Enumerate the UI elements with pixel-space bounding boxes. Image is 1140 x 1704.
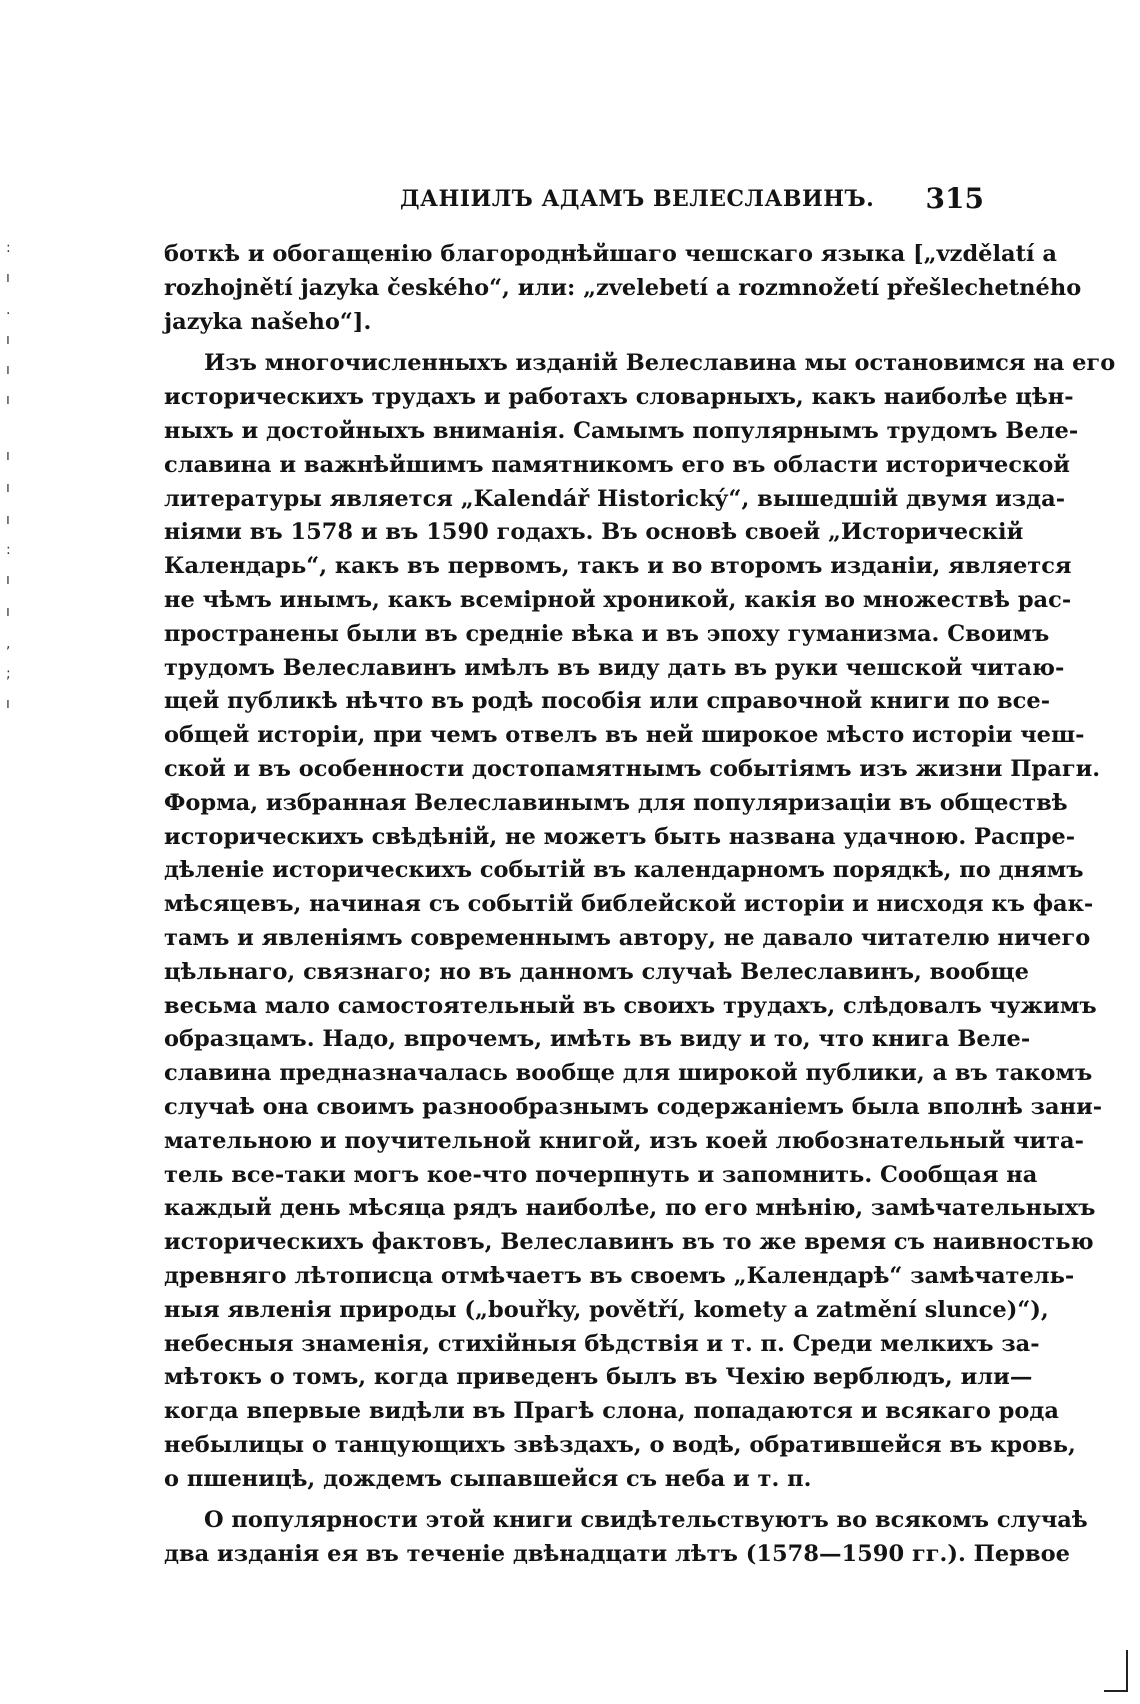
text-line: небесныя знаменiя, стихiйныя бѣдствiя и т. п. Среди мелкихъ за- bbox=[164, 1330, 1040, 1357]
text-line: тель все-таки могъ кое-что почерпнуть и запомнить. Сообщая на bbox=[164, 1161, 1038, 1188]
margin-scan-marks bbox=[0, 240, 20, 780]
text-line: небылицы о танцующихъ звѣздахъ, о водѣ, обратившейся въ кровь, bbox=[164, 1431, 1076, 1458]
text-line: jazyka našeho“]. bbox=[164, 308, 372, 335]
text-line: славина предназначалась вообще для широкой публики, а въ такомъ bbox=[164, 1060, 1093, 1087]
paragraph-3 bbox=[164, 1504, 1088, 1572]
page-header bbox=[164, 182, 984, 218]
text-line: ныхъ и достойныхъ вниманiя. Самымъ популярнымъ трудомъ Веле- bbox=[164, 417, 1079, 444]
running-title: ДАНIИЛЪ АДАМЪ ВЕЛЕСЛАВИНЪ. bbox=[400, 186, 875, 212]
scan-mark: ı bbox=[6, 332, 10, 348]
text-line: историческихъ трудахъ и работахъ словарныхъ, какъ наиболѣе цѣн- bbox=[164, 384, 1074, 411]
scan-mark: . bbox=[6, 302, 11, 318]
text-line: ныя явленiя природы („bouřky, povětří, komety a zatmění slunce)“), bbox=[164, 1296, 1049, 1323]
text-line: дѣленiе историческихъ событiй въ календарномъ порядкѣ, по днямъ bbox=[164, 857, 1084, 884]
text-line: мѣсяцевъ, начиная съ событiй библейской исторiи и нисходя къ фак- bbox=[164, 891, 1094, 918]
scan-mark: ı bbox=[6, 604, 10, 620]
text-line: о пшеницѣ, дождемъ сыпавшейся съ неба и т. п. bbox=[164, 1465, 812, 1492]
text-line: не чѣмъ инымъ, какъ всемiрной хроникой, какiя во множествѣ рас- bbox=[164, 586, 1072, 613]
text-line: Календарь“, какъ въ первомъ, такъ и во второмъ изданiи, является bbox=[164, 553, 1072, 580]
text-line: когда впервые видѣли въ Прагѣ слона, попадаются и всякаго рода bbox=[164, 1398, 1059, 1425]
paragraph-1 bbox=[164, 238, 1082, 339]
scan-mark: , bbox=[6, 636, 11, 652]
text-line: случаѣ она своимъ разнообразнымъ содержанiемъ была вполнѣ зани- bbox=[164, 1093, 1103, 1120]
paragraph-2 bbox=[164, 347, 1116, 1496]
text-line: древняго лѣтописца отмѣчаетъ въ своемъ „Календарѣ“ замѣчатель- bbox=[164, 1262, 1075, 1289]
text-line: мательною и поучительной книгой, изъ коей любознательный чита- bbox=[164, 1127, 1084, 1154]
text-line: общей исторiи, при чемъ отвелъ въ ней широкое мѣсто исторiи чеш- bbox=[164, 722, 1085, 749]
scan-mark: ; bbox=[6, 666, 11, 682]
text-line: Форма, избранная Велеславинымъ для популяризацiи въ обществѣ bbox=[164, 789, 1068, 816]
scan-mark: ı bbox=[6, 270, 10, 286]
text-line: боткѣ и обогащенiю благороднѣйшаго чешскаго языка [„vzdělatí a bbox=[164, 241, 1057, 267]
text-line: каждый день мѣсяца рядъ наиболѣе, по его мнѣнiю, замѣчательныхъ bbox=[164, 1195, 1096, 1222]
text-line: ской и въ особенности достопамятнымъ событiямъ изъ жизни Праги. bbox=[164, 755, 1101, 782]
text-line: два изданiя ея въ теченiе двѣнадцати лѣтъ (1578—1590 гг.). Первое bbox=[164, 1541, 1070, 1568]
text-line: О популярности этой книги свидѣтельствуютъ во всякомъ случаѣ bbox=[204, 1507, 1088, 1534]
text-line: историческихъ свѣдѣнiй, не можетъ быть названа удачною. Распре- bbox=[164, 823, 1076, 850]
text-line: rozhojnětí jazyka českého“, или: „zvelebetí a rozmnožetí přešlechetného bbox=[164, 274, 1082, 301]
text-line: историческихъ фактовъ, Велеславинъ въ то же время съ наивностью bbox=[164, 1229, 1094, 1256]
scan-mark: ı bbox=[6, 362, 10, 378]
scan-mark: ı bbox=[6, 696, 10, 712]
text-line: Изъ многочисленныхъ изданiй Велеславина мы остановимся на его bbox=[204, 350, 1116, 377]
scan-mark: ı bbox=[6, 572, 10, 588]
scan-mark: ı bbox=[6, 480, 10, 496]
text-line: трудомъ Велеславинъ имѣлъ въ виду дать въ руки чешской читаю- bbox=[164, 654, 1065, 681]
text-line: тамъ и явленiямъ современнымъ автору, не давало читателю ничего bbox=[164, 924, 1091, 951]
scan-mark: : bbox=[6, 240, 11, 256]
text-line: литературы является „Kalendář Historický“, вышедшiй двумя изда- bbox=[164, 485, 1066, 512]
text-line: образцамъ. Надо, впрочемъ, имѣть въ виду и то, что книга Веле- bbox=[164, 1026, 1031, 1053]
text-line: славина и важнѣйшимъ памятникомъ его въ области исторической bbox=[164, 451, 1070, 478]
scan-mark: ı bbox=[6, 392, 10, 408]
text-line: весьма мало самостоятельный въ своихъ трудахъ, слѣдовалъ чужимъ bbox=[164, 992, 1097, 1019]
scan-corner-mark bbox=[1104, 1650, 1128, 1692]
page-number: 315 bbox=[925, 182, 984, 215]
scan-mark: : bbox=[6, 542, 11, 558]
scan-mark: ı bbox=[6, 512, 10, 528]
text-line: цѣльнаго, связнаго; но въ данномъ случаѣ Велеславинъ, вообще bbox=[164, 958, 1029, 985]
text-line: мѣтокъ о томъ, когда приведенъ былъ въ Чехiю верблюдъ, или— bbox=[164, 1364, 1033, 1391]
text-line: нiями въ 1578 и въ 1590 годахъ. Въ основѣ своей „Историческiй bbox=[164, 519, 1024, 546]
body-text bbox=[164, 238, 1116, 1572]
scan-mark: ı bbox=[6, 448, 10, 464]
text-line: пространены были въ среднiе вѣка и въ эпоху гуманизма. Своимъ bbox=[164, 620, 1050, 647]
text-line: щей публикѣ нѣчто въ родѣ пособiя или справочной книги по все- bbox=[164, 688, 1051, 715]
